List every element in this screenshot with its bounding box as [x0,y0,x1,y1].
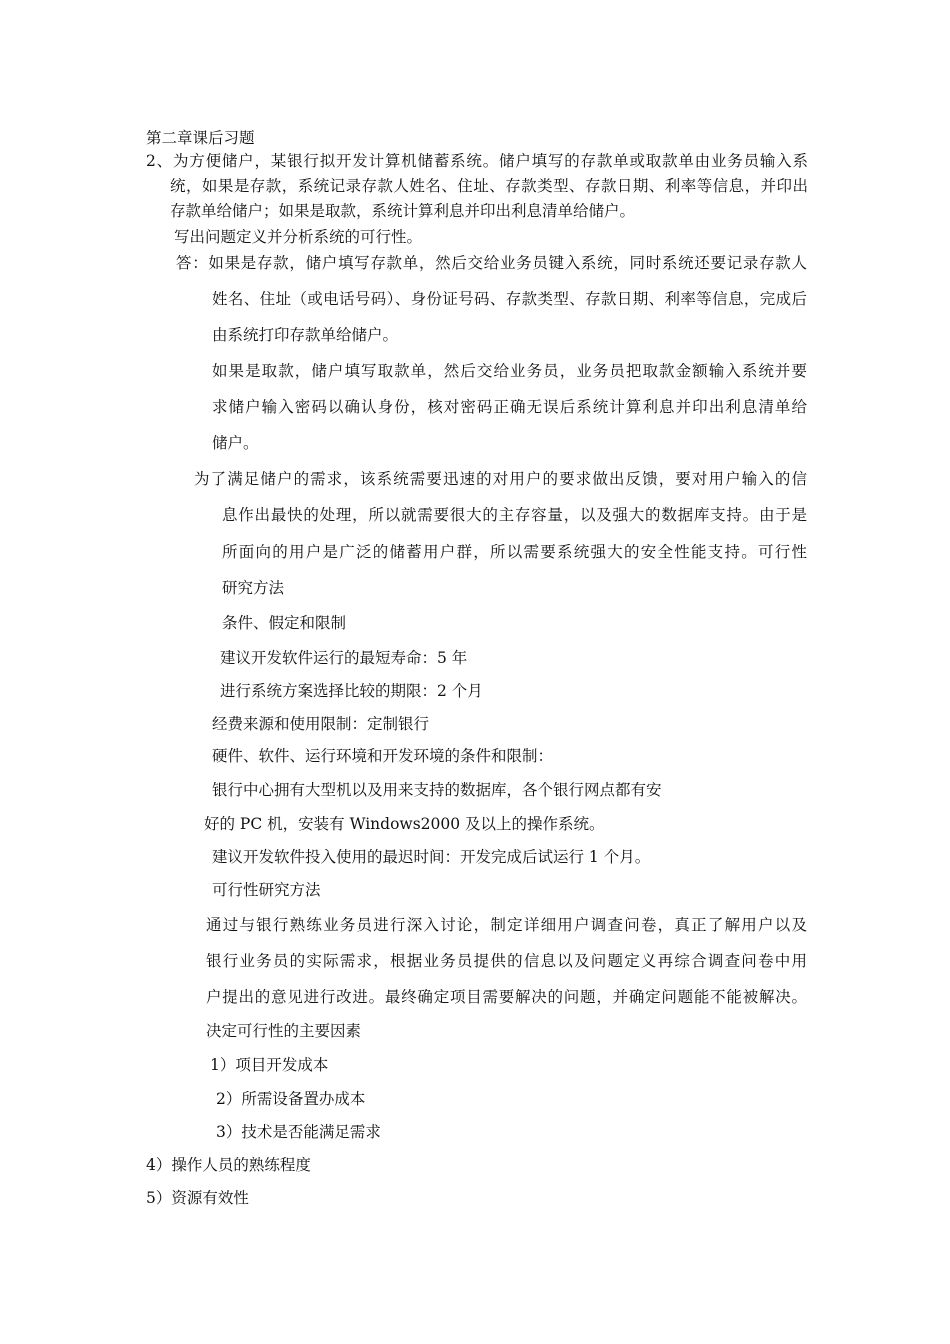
factors-title: 决定可行性的主要因素 [206,1022,362,1040]
factor-item-5: 5）资源有效性 [146,1189,249,1207]
method-line-3: 户提出的意见进行改进。最终确定项目需要解决的问题，并确定问题能不能被解决。 [206,988,807,1006]
min-life-line: 建议开发软件运行的最短寿命：5 年 [220,649,468,667]
feasibility-line-3: 所面向的用户是广泛的储蓄用户群，所以需要系统强大的安全性能支持。可行性 [222,543,807,561]
answer-withdraw-line-2: 求储户输入密码以确认身份，核对密码正确无误后系统计算利息并印出利息清单给 [212,398,807,416]
factor-item-3: 3）技术是否能满足需求 [216,1123,381,1141]
answer-deposit-line-3: 由系统打印存款单给储户。 [212,326,399,344]
question-line-1: 2、为方便储户，某银行拟开发计算机储蓄系统。储户填写的存款单或取款单由业务员输入系 [146,152,808,170]
method-line-2: 银行业务员的实际需求，根据业务员提供的信息以及问题定义再综合调查问卷中用 [206,952,807,970]
task-line: 写出问题定义并分析系统的可行性。 [174,228,423,246]
answer-withdraw-line-3: 储户。 [212,434,259,452]
feasibility-line-4: 研究方法 [222,579,285,597]
factor-item-1: 1）项目开发成本 [210,1056,329,1074]
latest-use-line: 建议开发软件投入使用的最迟时间：开发完成后试运行 1 个月。 [212,848,651,866]
factor-item-4: 4）操作人员的熟练程度 [146,1156,311,1174]
chapter-heading: 第二章课后习题 [146,129,255,147]
feasibility-line-1: 为了满足储户的需求，该系统需要迅速的对用户的要求做出反馈，要对用户输入的信 [194,470,807,488]
question-line-2: 统，如果是存款，系统记录存款人姓名、住址、存款类型、存款日期、利率等信息，并印出 [170,177,808,195]
hardware-line-1: 银行中心拥有大型机以及用来支持的数据库，各个银行网点都有安 [212,781,662,799]
compare-period-line: 进行系统方案选择比较的期限：2 个月 [220,682,483,700]
method-line-1: 通过与银行熟练业务员进行深入讨论，制定详细用户调查问卷，真正了解用户以及 [206,916,807,934]
method-title: 可行性研究方法 [212,881,321,899]
feasibility-line-2: 息作出最快的处理，所以就需要很大的主存容量，以及强大的数据库支持。由于是 [222,506,807,524]
answer-deposit-line-1: 答：如果是存款，储户填写存款单，然后交给业务员键入系统，同时系统还要记录存款人 [176,254,807,272]
hardware-title: 硬件、软件、运行环境和开发环境的条件和限制： [212,747,554,765]
answer-deposit-line-2: 姓名、住址（或电话号码）、身份证号码、存款类型、存款日期、利率等信息，完成后 [212,290,807,308]
hardware-line-2: 好的 PC 机，安装有 Windows2000 及以上的操作系统。 [204,815,605,833]
conditions-title: 条件、假定和限制 [222,614,347,632]
question-line-3: 存款单给储户；如果是取款，系统计算利息并印出利息清单给储户。 [170,202,636,220]
funding-line: 经费来源和使用限制：定制银行 [212,715,430,733]
answer-withdraw-line-1: 如果是取款，储户填写取款单，然后交给业务员，业务员把取款金额输入系统并要 [212,362,807,380]
factor-item-2: 2）所需设备置办成本 [216,1090,366,1108]
